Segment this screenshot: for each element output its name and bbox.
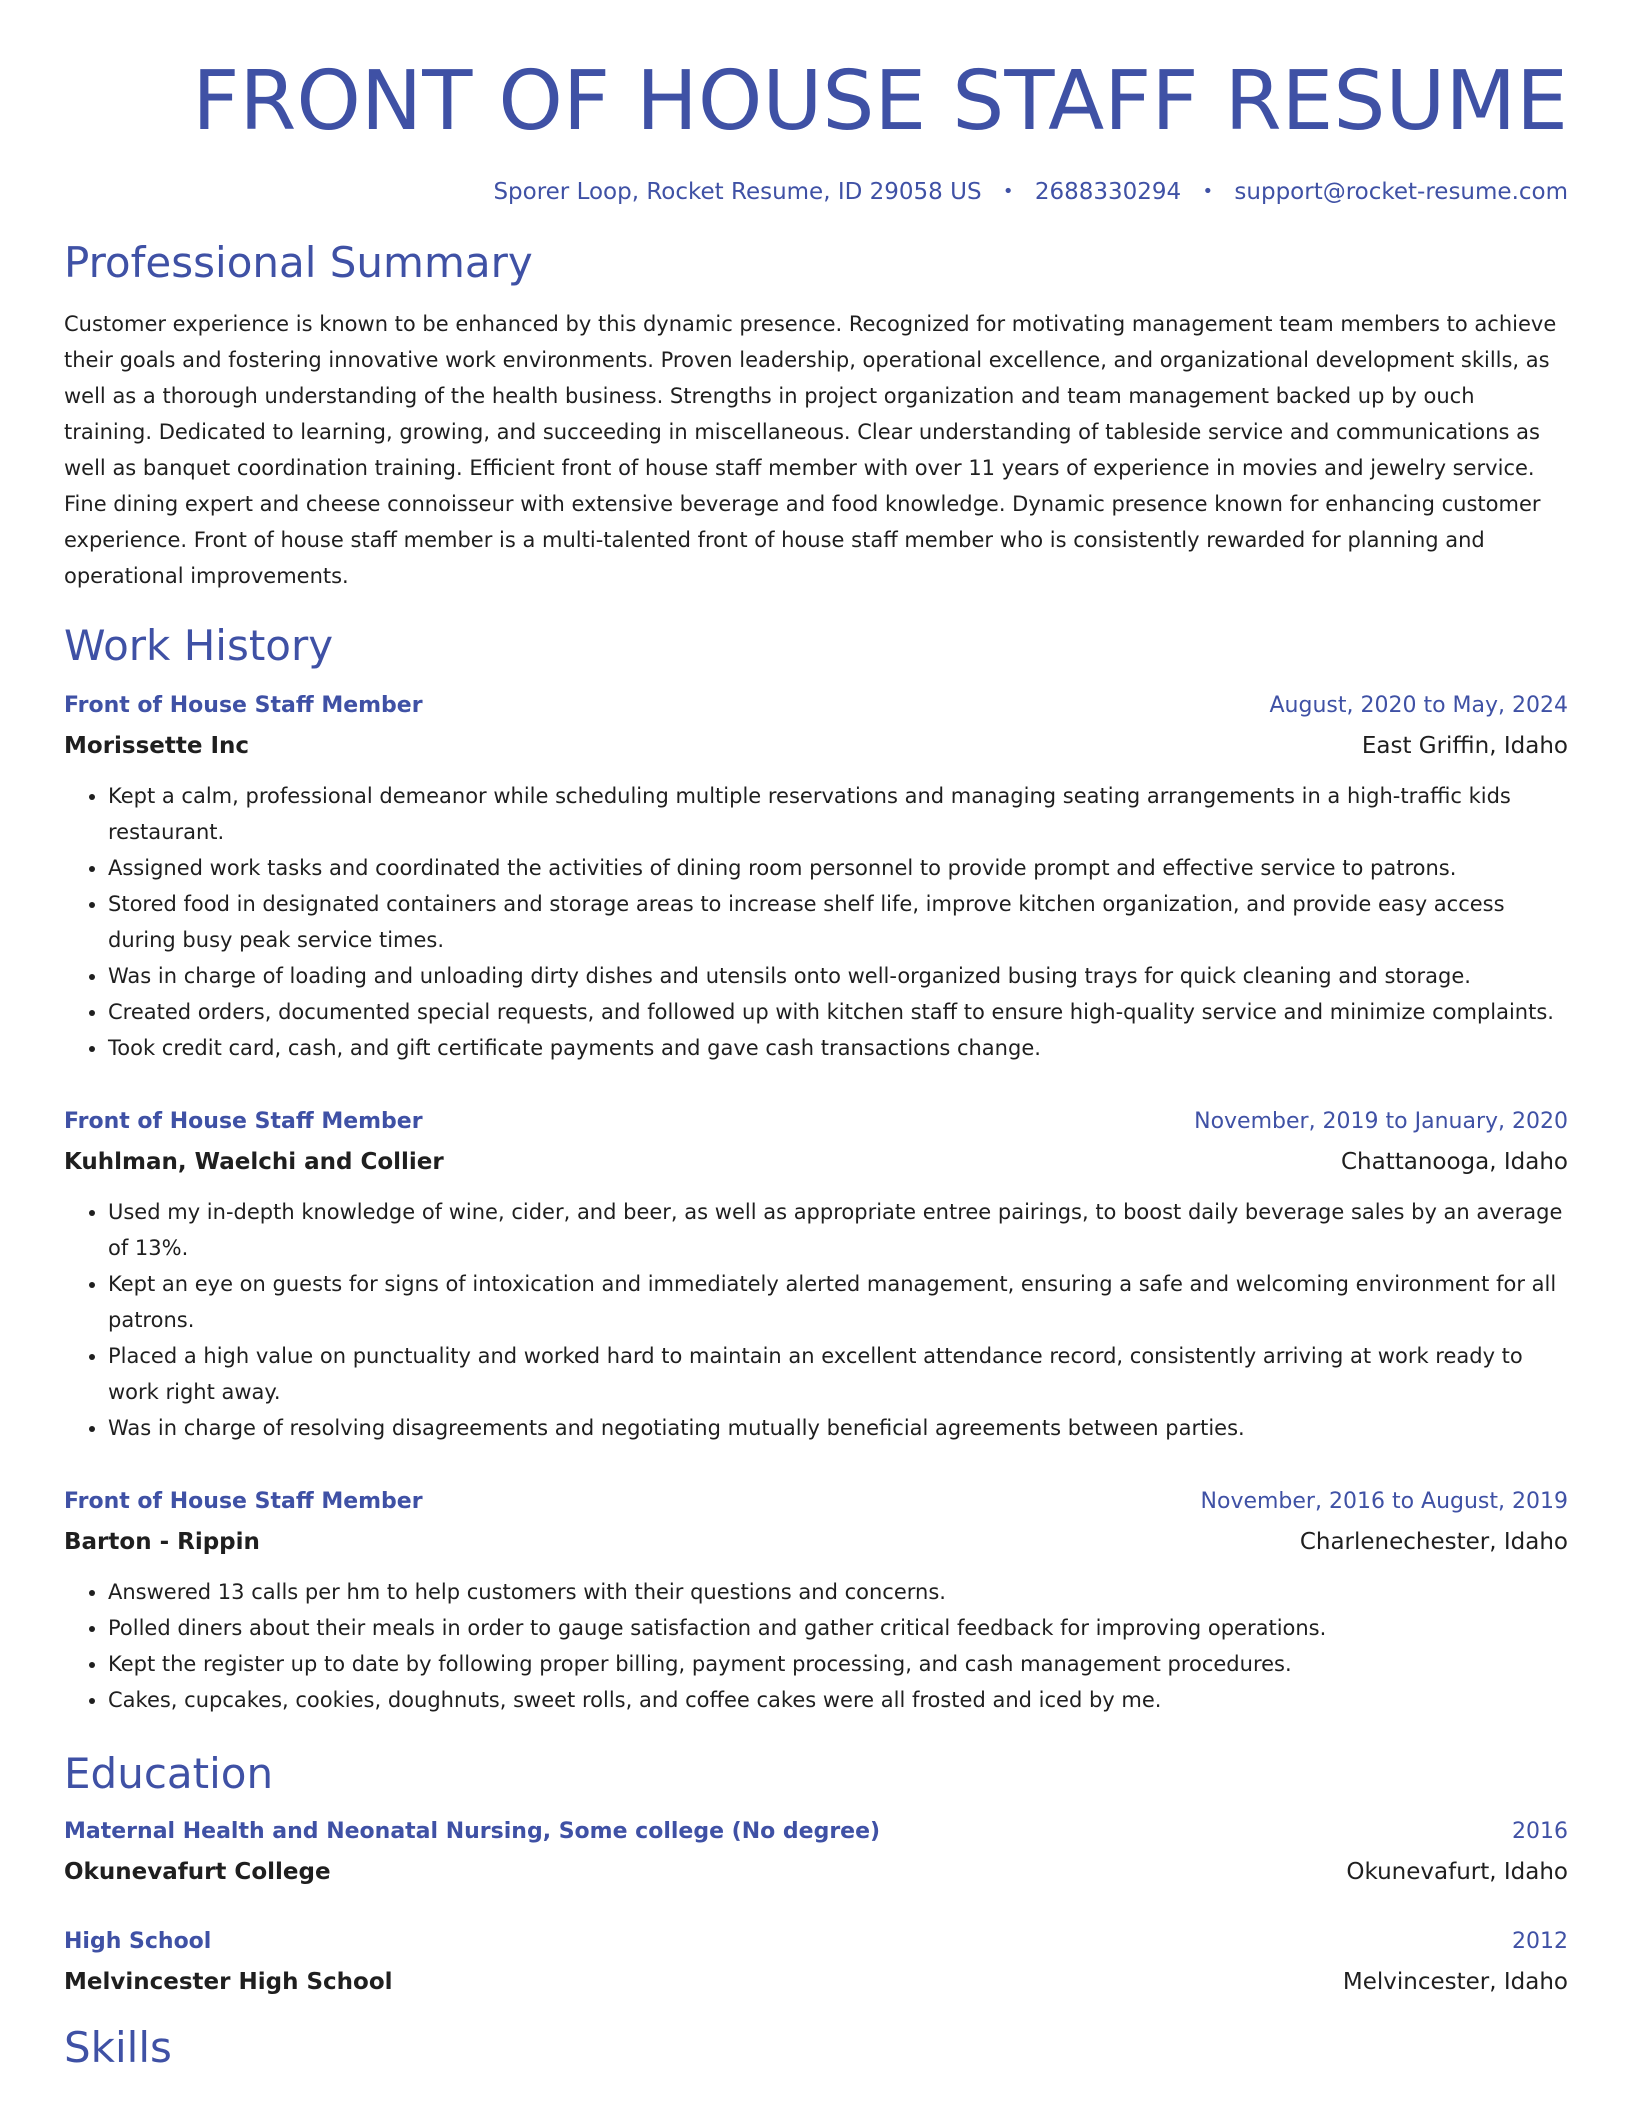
work-history-heading: Work History bbox=[64, 621, 334, 670]
job-title: Front of House Staff Member bbox=[64, 693, 423, 718]
resume-header bbox=[64, 0, 1568, 207]
job-dates: November, 2016 to August, 2019 bbox=[1200, 1489, 1568, 1514]
job-bullet: • Kept the register up to date by following proper billing, payment processing, and cash management procedures. bbox=[108, 1646, 1568, 1682]
school-name: Melvincester High School bbox=[64, 1969, 393, 1995]
contact-email: support@rocket-resume.com bbox=[1234, 179, 1568, 205]
job-bullet: • Cakes, cupcakes, cookies, doughnuts, sweet rolls, and coffee cakes were all frosted and iced by me. bbox=[108, 1682, 1568, 1718]
job-bullet: • Kept an eye on guests for signs of intoxication and immediately alerted management, ensuring a safe and welcoming environment for all patrons. bbox=[108, 1266, 1568, 1338]
job-title: Front of House Staff Member bbox=[64, 1109, 423, 1134]
contact-address: Sporer Loop, Rocket Resume, ID 29058 US bbox=[493, 179, 982, 205]
school-location: Okunevafurt, Idaho bbox=[1346, 1859, 1568, 1885]
contact-separator: • bbox=[1002, 181, 1014, 202]
job-title: Front of House Staff Member bbox=[64, 1489, 423, 1514]
job-bullet: • Polled diners about their meals in order to gauge satisfaction and gather critical feedback for improving operations. bbox=[108, 1610, 1568, 1646]
resume-title: FRONT OF HOUSE STAFF RESUME bbox=[192, 54, 1568, 149]
education-degree: High School bbox=[64, 1929, 212, 1954]
job-bullet: • Used my in-depth knowledge of wine, cider, and beer, as well as appropriate entree pairings, to boost daily beverage sales by an average of 13%. bbox=[108, 1194, 1568, 1266]
school-location: Melvincester, Idaho bbox=[1342, 1969, 1568, 1995]
company-name: Kuhlman, Waelchi and Collier bbox=[64, 1149, 444, 1175]
job-location: Chattanooga, Idaho bbox=[1340, 1149, 1568, 1175]
job-location: Charlenechester, Idaho bbox=[1299, 1529, 1568, 1555]
contact-line bbox=[64, 177, 1568, 207]
job-bullet: • Answered 13 calls per hm to help customers with their questions and concerns. bbox=[108, 1574, 1568, 1610]
job-entry bbox=[64, 690, 1568, 1066]
education-degree: Maternal Health and Neonatal Nursing, Some college (No degree) bbox=[64, 1819, 881, 1844]
skills-heading: Skills bbox=[64, 2023, 172, 2072]
education-heading: Education bbox=[64, 1749, 274, 1798]
job-bullet: • Assigned work tasks and coordinated the activities of dining room personnel to provide prompt and effective service to patrons. bbox=[108, 850, 1568, 886]
job-entry bbox=[64, 1106, 1568, 1446]
job-dates: November, 2019 to January, 2020 bbox=[1194, 1109, 1568, 1134]
job-bullet: • Was in charge of loading and unloading dirty dishes and utensils onto well-organized busing trays for quick cleaning and storage. bbox=[108, 958, 1568, 994]
education-entry bbox=[64, 1816, 1568, 1888]
job-location: East Griffin, Idaho bbox=[1361, 733, 1568, 759]
job-bullets bbox=[64, 1194, 1568, 1446]
job-entry bbox=[64, 1486, 1568, 1718]
job-bullet: • Kept a calm, professional demeanor while scheduling multiple reservations and managing seating arrangements in a high-traffic kids restaurant. bbox=[108, 778, 1568, 850]
education-year: 2012 bbox=[1512, 1929, 1568, 1954]
job-bullet: • Stored food in designated containers and storage areas to increase shelf life, improve kitchen organization, and provide easy access during busy peak service times. bbox=[108, 886, 1568, 958]
job-bullet: • Placed a high value on punctuality and worked hard to maintain an excellent attendance record, consistently arriving at work ready to work right away. bbox=[108, 1338, 1568, 1410]
company-name: Morissette Inc bbox=[64, 733, 250, 759]
job-bullets bbox=[64, 1574, 1568, 1718]
summary-text: Customer experience is known to be enhanced by this dynamic presence. Recognized for motivating management team members to achieve their goals and fostering innovative work environments. Proven leadership, operational excellence, and organizational development skills, as well as a thorough understanding of the health business. Strengths in project organization and team management backed up by ouch training. Dedicated to learning, growing, and succeeding in miscellaneous. Clear understanding of tableside service and communications as well as banquet coordination training. Efficient front of house staff member with over 11 years of experience in movies and jewelry service. Fine dining expert and cheese connoisseur with extensive beverage and food knowledge. Dynamic presence known for enhancing customer experience. Front of house staff member is a multi-talented front of house staff member who is consistently rewarded for planning and operational improvements. bbox=[64, 312, 1557, 588]
contact-separator: • bbox=[1202, 181, 1214, 202]
school-name: Okunevafurt College bbox=[64, 1859, 331, 1885]
job-dates: August, 2020 to May, 2024 bbox=[1269, 693, 1568, 718]
job-bullets bbox=[64, 778, 1568, 1066]
contact-phone: 2688330294 bbox=[1034, 179, 1182, 205]
summary-heading: Professional Summary bbox=[64, 238, 533, 287]
job-bullet: • Created orders, documented special requests, and followed up with kitchen staff to ensure high-quality service and minimize complaints. bbox=[108, 994, 1568, 1030]
education-entry bbox=[64, 1926, 1568, 1998]
job-bullet: • Took credit card, cash, and gift certificate payments and gave cash transactions change. bbox=[108, 1030, 1568, 1066]
job-bullet: • Was in charge of resolving disagreements and negotiating mutually beneficial agreements between parties. bbox=[108, 1410, 1568, 1446]
education-year: 2016 bbox=[1512, 1819, 1568, 1844]
company-name: Barton - Rippin bbox=[64, 1529, 260, 1555]
